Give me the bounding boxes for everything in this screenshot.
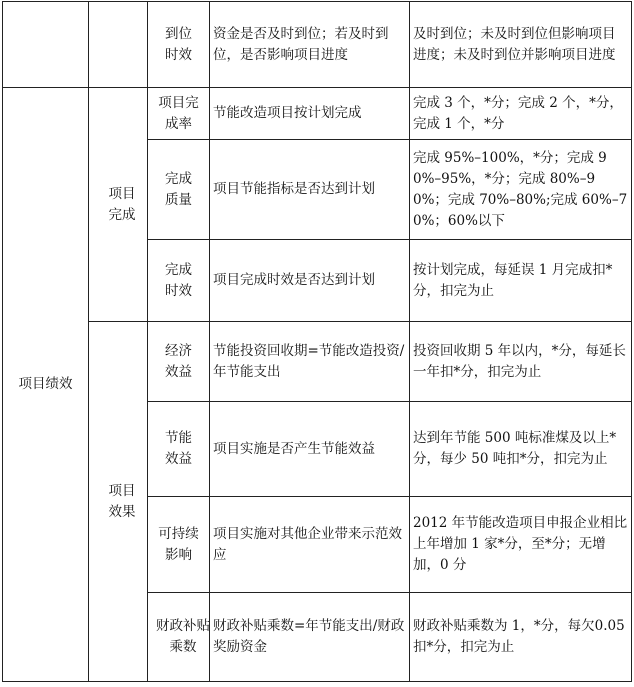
table-row — [3, 2, 632, 88]
indicator-cell — [148, 140, 210, 240]
content-cell — [210, 593, 410, 682]
standard-text: 按计划完成，每延误 1 月完成扣*分，扣完为止 — [413, 261, 613, 299]
standard-cell — [410, 593, 632, 682]
level2-label-completion: 项目完成 — [108, 185, 136, 223]
indicator-label: 节能效益 — [165, 430, 192, 467]
indicator-label: 财政补贴乘数 — [156, 618, 210, 655]
content-text: 财政补贴乘数=年节能支出/财政奖励资金 — [213, 618, 405, 655]
level1-cell-top — [3, 2, 89, 88]
standard-text: 财政补贴乘数为 1，*分，每欠0.05 扣*分，扣完为止 — [413, 618, 625, 655]
table-row — [3, 88, 632, 140]
content-text: 项目完成时效是否达到计划 — [213, 272, 375, 288]
content-text: 资金是否及时到位；若及时到位，是否影响项目进度 — [213, 25, 389, 63]
indicator-cell — [148, 88, 210, 140]
indicator-cell — [148, 322, 210, 402]
standard-cell — [410, 2, 632, 88]
indicator-label: 项目完成率 — [158, 94, 199, 132]
content-text: 项目实施对其他企业带来示范效应 — [213, 525, 402, 563]
level1-cell — [3, 88, 89, 682]
indicator-cell — [148, 497, 210, 593]
content-cell — [210, 497, 410, 593]
indicator-label: 可持续影响 — [158, 525, 199, 563]
level2-cell-top — [89, 2, 148, 88]
standard-cell — [410, 140, 632, 240]
content-cell — [210, 240, 410, 322]
level1-label: 项目绩效 — [18, 376, 73, 392]
content-cell — [210, 322, 410, 402]
performance-indicator-table — [2, 1, 632, 682]
level2-cell-effect — [89, 322, 148, 682]
indicator-label: 完成质量 — [165, 170, 192, 208]
indicator-cell — [148, 240, 210, 322]
standard-cell — [410, 402, 632, 497]
standard-text: 2012 年节能改造项目申报企业相比上年增加 1 家*分，至*分；无增加，0 分 — [413, 515, 628, 573]
indicator-cell — [148, 402, 210, 497]
content-cell — [210, 402, 410, 497]
indicator-label: 经济效益 — [165, 342, 192, 380]
level2-label-effect: 项目效果 — [108, 482, 136, 520]
indicator-cell — [148, 593, 210, 682]
standard-text: 投资回收期 5 年以内，*分，每延长一年扣*分，扣完为止 — [413, 342, 626, 380]
content-text: 节能投资回收期=节能改造投资/年节能支出 — [213, 342, 405, 380]
indicator-label: 完成时效 — [165, 261, 192, 299]
standard-text: 完成 3 个，*分；完成 2 个，*分，完成 1 个，*分 — [413, 94, 623, 132]
content-text: 项目节能指标是否达到计划 — [213, 181, 375, 197]
indicator-label: 到位时效 — [165, 25, 192, 63]
standard-text: 完成 95%–100%，*分；完成 90%–95%，*分；完成 80%–90%；完成 70%–80%;完成 60%–70%；60%以下 — [413, 149, 628, 229]
standard-cell — [410, 497, 632, 593]
content-text: 节能改造项目按计划完成 — [213, 105, 362, 121]
content-cell — [210, 140, 410, 240]
standard-text: 达到年节能 500 吨标准煤及以上*分，每少 50 吨扣*分，扣完为止 — [413, 430, 617, 467]
standard-text: 及时到位；未及时到位但影响项目进度；未及时到位并影响项目进度 — [413, 25, 616, 63]
content-cell — [210, 2, 410, 88]
level2-cell-completion — [89, 88, 148, 322]
content-cell — [210, 88, 410, 140]
table-row — [3, 322, 632, 402]
standard-cell — [410, 240, 632, 322]
standard-cell — [410, 88, 632, 140]
standard-cell — [410, 322, 632, 402]
indicator-cell — [148, 2, 210, 88]
content-text: 项目实施是否产生节能效益 — [213, 440, 375, 457]
